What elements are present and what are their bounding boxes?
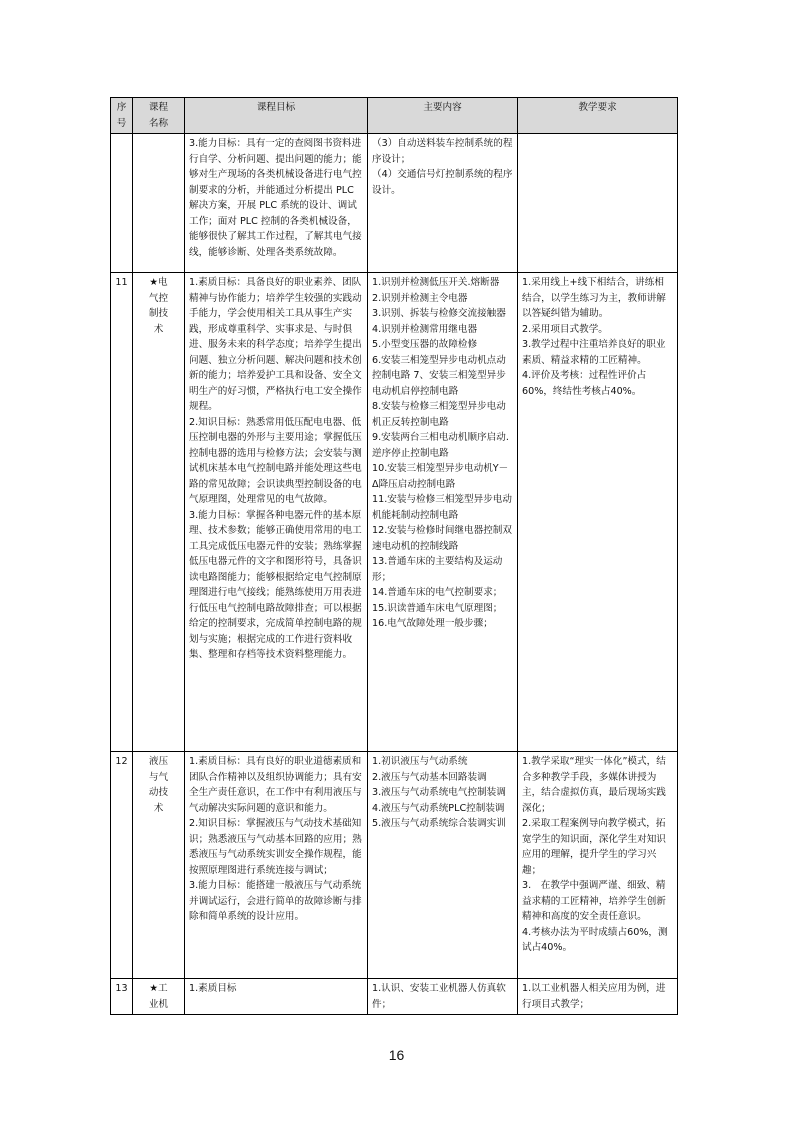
main-content: [368, 273, 518, 752]
course-objectives: [185, 979, 368, 1015]
page-number: 16: [388, 1047, 405, 1063]
teaching-requirements: [518, 273, 678, 752]
content-item: 15.识读普通车床电气原理图；: [372, 602, 503, 614]
course-name-line: 液压: [148, 756, 169, 767]
row-number: 11: [111, 273, 133, 752]
content-item: 3.液压与气动系统电气控制装调: [372, 787, 506, 798]
course-objectives: [185, 273, 368, 752]
table-header-row: [111, 98, 678, 134]
content-item: 2.液压与气动基本回路装调: [372, 771, 487, 783]
table-body: [111, 134, 678, 1015]
course-name-line: 术: [153, 323, 164, 335]
content-item: 1.初识液压与气动系统: [372, 756, 468, 767]
course-name-line: 动技: [148, 787, 169, 798]
content-item: 11.安装与检修三相笼型异步电动机能耗制动控制电路: [372, 494, 512, 521]
requirement-item: 2.采用项目式教学。: [522, 323, 608, 335]
content-item: 1.认识、安装工业机器人仿真软件；: [372, 983, 506, 1010]
content-item: 1.识别并检测低压开关.熔断器: [372, 277, 500, 288]
content-item: 12.安装与检修时间继电器控制双速电动机的控制线路: [372, 525, 512, 552]
content-item: 4.液压与气动系统PLC控制装调: [372, 802, 505, 814]
objective-paragraph: 3.能力目标：具有一定的查阅图书资料进行自学、分析问题、提出问题的能力；能够对生产现场的各类机械设备进行电气控制要求的分析，并能通过分析提出 PLC 解决方案，开展 PLC 系统的设计、调试工作；面对 PLC 控制的各类机械设备，能够很快了解其工作过程，了解其电气接线，能够诊断、处理各类系统故障。: [189, 138, 362, 258]
requirement-item: 1.教学采取“理实一体化”模式，结合多种教学手段，多媒体讲授为主，结合虚拟仿真，最后现场实践深化；: [522, 756, 666, 814]
course-name-line: ★电: [149, 277, 168, 288]
content-item: 8.安装与检修三相笼型异步电动机正反转控制电路: [372, 401, 506, 428]
course-name-line: 与气: [148, 771, 169, 783]
course-name-line: 气控: [148, 292, 169, 304]
curriculum-table: [110, 97, 678, 1015]
header-course-name: 课程 名称: [133, 98, 185, 134]
course-name-line: ★工: [149, 983, 168, 994]
header-content: 主要内容: [368, 98, 518, 134]
content-item: 9.安装两台三相电动机顺序启动.逆序停止控制电路: [372, 432, 509, 459]
course-name-line: 业机: [148, 998, 169, 1010]
objective-paragraph: 1.素质目标: [189, 983, 237, 994]
main-content: [368, 979, 518, 1015]
row-number: [111, 134, 133, 273]
course-name: [133, 752, 185, 979]
course-name-line: 术: [153, 802, 164, 814]
course-name: [133, 134, 185, 273]
main-content: [368, 134, 518, 273]
table-row: [111, 134, 678, 273]
course-objectives: [185, 134, 368, 273]
objective-paragraph: 3.能力目标：掌握各种电器元件的基本原理、技术参数；能够正确使用常用的电工工具完成低压电器元件的安装；熟练掌握低压电器元件的文字和图形符号，具备识读电路图能力；能够根据给定电气控制原理图进行电气接线；能熟练使用万用表进行低压电气控制电路故障排查；可以根据给定的控制要求，完成简单控制电路的规划与实施；根据完成的工作进行资料收集、整理和存档等技术资料整理能力。: [189, 509, 362, 660]
teaching-requirements: [518, 979, 678, 1015]
content-item: 13.普通车床的主要结构及运动形；: [372, 556, 503, 583]
content-item: 5.小型变压器的故障检修: [372, 339, 478, 350]
teaching-requirements: [518, 134, 678, 273]
header-requirements: 教学要求: [518, 98, 678, 134]
requirement-item: 1.采用线上+线下相结合，讲练相结合，以学生练习为主，教师讲解以答疑纠错为辅助。: [522, 277, 666, 319]
content-item: 2.识别并检测主令电器: [372, 292, 468, 304]
row-number: 12: [111, 752, 133, 979]
content-item: 14.普通车床的电气控制要求；: [372, 587, 503, 598]
objective-paragraph: 1.素质目标：具有良好的职业道德素质和团队合作精神以及组织协调能力；具有安全生产责任意识，在工作中有利用液压与气动解决实际问题的意识和能力。: [189, 756, 362, 814]
header-no: 序 号: [111, 98, 133, 134]
objective-paragraph: 2.知识目标：掌握液压与气动技术基础知识；熟悉液压与气动基本回路的应用；熟悉液压与气动系统实训安全操作规程，能按照原理图进行系统连接与调试；: [189, 818, 362, 876]
requirement-item: 3.教学过程中注重培养良好的职业素质、精益求精的工匠精神。: [522, 339, 666, 366]
course-name: [133, 273, 185, 752]
row-number: 13: [111, 979, 133, 1015]
requirement-item: 1.以工业机器人相关应用为例，进行项目式教学；: [522, 983, 666, 1010]
course-name-line: 制技: [148, 308, 169, 319]
content-item: （3）自动送料装车控制系统的程序设计；: [372, 138, 513, 165]
content-item: 16.电气故障处理一般步骤；: [372, 618, 493, 629]
content-item: （4）交通信号灯控制系统的程序设计。: [372, 169, 513, 196]
table-row: [111, 752, 678, 979]
main-content: [368, 752, 518, 979]
objective-paragraph: 2.知识目标：熟悉常用低压配电电器、低压控制电器的外形与主要用途；掌握低压控制电器的选用与检修方法；会安装与测试机床基本电气控制电路并能处理这些电路的常见故障；会识读典型控制设备的电气原理图，处理常见的电气故障。: [189, 416, 362, 505]
course-objectives: [185, 752, 368, 979]
table-row: [111, 273, 678, 752]
objective-paragraph: 1.素质目标：具备良好的职业素养、团队精神与协作能力；培养学生较强的实践动手能力，学会使用相关工具从事生产实践，形成尊重科学、实事求是、与时俱进、服务未来的科学态度；培养学生提出问题、独立分析问题、解决问题和技术创新的能力；培养爱护工具和设备、安全文明生产的好习惯，严格执行电工安全操作规程。: [189, 277, 362, 412]
content-item: 10.安装三相笼型异步电动机Y－Δ降压启动控制电路: [372, 463, 509, 490]
requirement-item: 4.考核办法为平时成绩占60%，测试占40%。: [522, 926, 668, 953]
requirement-item: 3. 在教学中强调严谨、细致、精益求精的工匠精神，培养学生创新精神和高度的安全责任意识。: [522, 880, 666, 922]
content-item: 5.液压与气动系统综合装调实训: [372, 818, 506, 829]
content-item: 4.识别并检测常用继电器: [372, 323, 478, 335]
teaching-requirements: [518, 752, 678, 979]
content-item: 6.安装三相笼型异步电动机点动控制电路 7、安装三相笼型异步电动机启停控制电路: [372, 354, 506, 397]
header-objectives: 课程目标: [185, 98, 368, 134]
objective-paragraph: 3.能力目标：能搭建一般液压与气动系统并调试运行，会进行简单的故障诊断与排除和简单系统的设计应用。: [189, 880, 362, 922]
table-row: [111, 979, 678, 1015]
requirement-item: 4.评价及考核：过程性评价占60%，终结性考核占40%。: [522, 370, 647, 397]
course-name: [133, 979, 185, 1015]
requirement-item: 2.采取工程案例导向教学模式，拓宽学生的知识面，深化学生对知识应用的理解，提升学生的学习兴趣；: [522, 818, 666, 876]
content-item: 3.识别、拆装与检修交流接触器: [372, 308, 506, 319]
